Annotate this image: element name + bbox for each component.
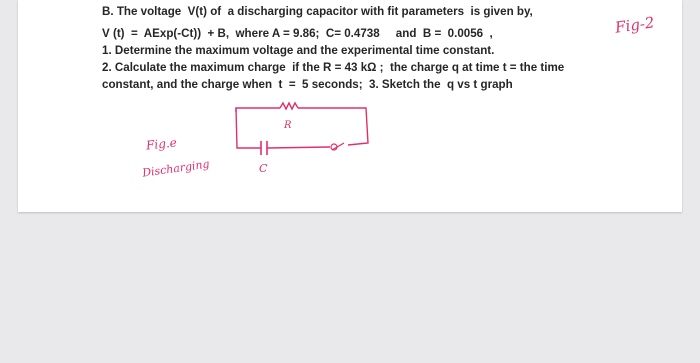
circuit-wire-top-right bbox=[298, 108, 368, 145]
problem-line-5: constant, and the charge when t = 5 seconds; 3. Sketch the q vs t graph bbox=[102, 78, 513, 91]
problem-line-4: 2. Calculate the maximum charge if the R = 43 kΩ ; the charge q at time t = the time bbox=[102, 61, 565, 74]
handwritten-fig-label: Fig.e bbox=[145, 135, 178, 153]
problem-line-2: V (t) = AExp(-Ct)) + B, where A = 9.86; C= 0.4738 and B = 0.0056 , bbox=[102, 27, 493, 40]
resistor-label: R bbox=[284, 120, 292, 131]
circuit-wire-bottom bbox=[267, 147, 330, 148]
circuit-wire-left bbox=[236, 108, 261, 148]
handwritten-fig2-label: Fig-2 bbox=[613, 13, 656, 37]
handwritten-discharging-label: Discharging bbox=[141, 157, 211, 180]
problem-line-3: 1. Determine the maximum voltage and the experimental time constant. bbox=[102, 44, 495, 57]
resistor-zigzag bbox=[280, 103, 298, 109]
capacitor-label: C bbox=[259, 162, 268, 175]
circuit-sketch bbox=[18, 0, 682, 212]
circuit-wire-top bbox=[236, 108, 280, 112]
document-page bbox=[18, 0, 682, 212]
problem-line-1: B. The voltage V(t) of a discharging capacitor with fit parameters is given by, bbox=[102, 5, 533, 18]
